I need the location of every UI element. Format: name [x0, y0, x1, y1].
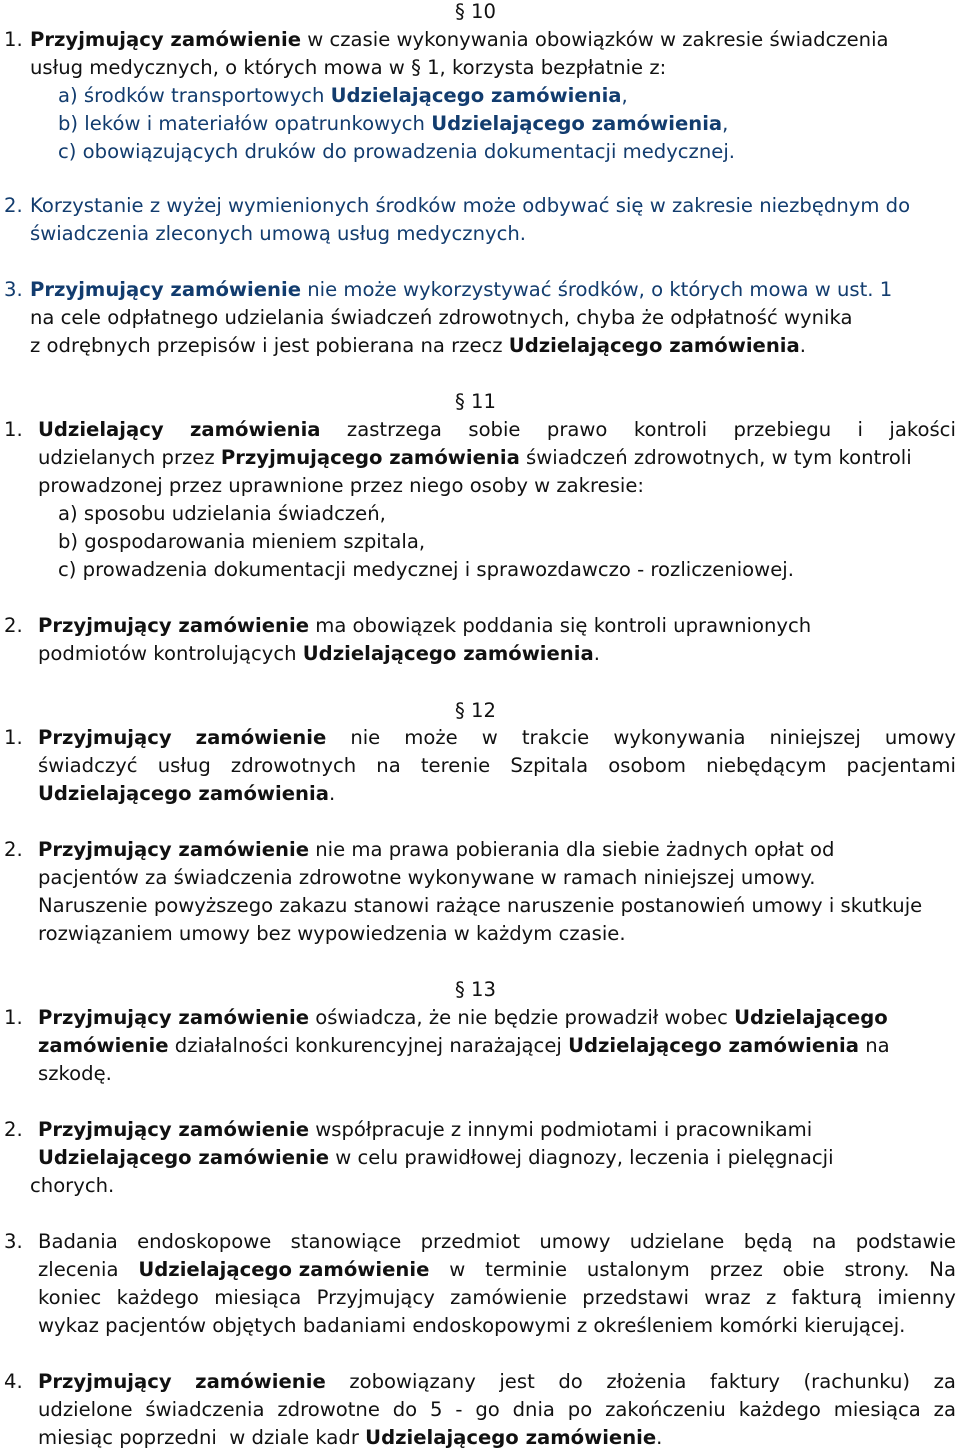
text-run: na cele odpłatnego udzielania świadczeń zdrowotnych, chyba że odpłatność wynika	[30, 306, 853, 329]
paragraph-line	[38, 1116, 812, 1144]
text-run: miesiąc poprzedni w dziale kadr	[38, 1426, 366, 1449]
bold-term: Przyjmujący	[38, 1370, 172, 1393]
text-run: c) prowadzenia dokumentacji medycznej i sprawozdawczo - rozliczeniowej.	[58, 558, 794, 581]
paragraph-line-justified	[38, 416, 956, 444]
text-run: Korzystanie z wyżej wymienionych środków może odbywać się w zakresie niezbędnym do	[30, 194, 911, 217]
paragraph-line-justified	[38, 1368, 956, 1396]
text-run: wykaz pacjentów objętych badaniami endoskopowymi z określeniem komórki kierującej.	[38, 1314, 906, 1337]
text-run: sobie	[468, 418, 521, 441]
list-item-b	[58, 110, 728, 138]
text-run: każdego	[116, 1286, 199, 1309]
paragraph-line-justified	[38, 1228, 956, 1256]
paragraph-line	[38, 472, 644, 500]
text-run: szkodę.	[38, 1062, 112, 1085]
bold-term: Udzielającego zamówienie	[38, 1146, 329, 1169]
text-run: podstawie	[855, 1230, 956, 1253]
text-run: współpracuje z innymi podmiotami i pracownikami	[309, 1118, 813, 1141]
text-run: a) sposobu udzielania świadczeń,	[58, 502, 386, 525]
text-run: zdrowotne	[277, 1398, 380, 1421]
text-run: nie	[350, 726, 381, 749]
text-run: b) leków i materiałów opatrunkowych	[58, 112, 432, 135]
bold-term: zamówienie	[38, 1034, 169, 1057]
text-run: a) środków transportowych	[58, 84, 331, 107]
text-run: umowy	[884, 726, 956, 749]
text-run: Szpitala	[510, 754, 589, 777]
bold-term: Udzielającego zamówienia	[568, 1034, 859, 1057]
text-run: ustalonym	[586, 1258, 690, 1281]
text-run: pacjentów za świadczenia zdrowotne wykonywane w ramach niniejszej umowy.	[38, 866, 816, 889]
text-run: Przyjmujący	[316, 1286, 435, 1309]
text-run: terenie	[420, 754, 491, 777]
item-number: 3.	[4, 278, 23, 301]
text-run: trakcie	[521, 726, 590, 749]
text-run: w	[449, 1258, 466, 1281]
text-run: c) obowiązujących druków do prowadzenia dokumentacji medycznej.	[58, 140, 735, 163]
text-run: endoskopowe	[137, 1230, 272, 1253]
bold-term: Przyjmujący zamówienie	[38, 1006, 309, 1029]
paragraph-line-justified	[38, 1396, 956, 1424]
list-item-a	[58, 82, 628, 110]
bold-term: Udzielającego zamówienia	[431, 112, 723, 135]
item-number: 2.	[4, 1118, 23, 1141]
paragraph-line-justified	[38, 1284, 956, 1312]
section-heading-10: § 10	[455, 0, 496, 23]
text-run: umowy	[539, 1230, 611, 1253]
paragraph-line	[38, 1312, 905, 1340]
text-run: działalności konkurencyjnej narażającej	[168, 1034, 569, 1057]
text-run: faktury	[709, 1370, 780, 1393]
section-heading-13: § 13	[455, 978, 496, 1001]
text-run: usług medycznych, o których mowa w § 1, korzysta bezpłatnie z:	[30, 56, 667, 79]
text-run: świadczeń zdrowotnych, w tym kontroli	[519, 446, 912, 469]
paragraph-line	[30, 220, 526, 248]
paragraph-line	[30, 192, 910, 220]
bold-term: Udzielającego zamówienia	[330, 84, 622, 107]
paragraph-line	[38, 1060, 112, 1088]
list-item-b	[58, 528, 425, 556]
paragraph-line	[30, 26, 889, 54]
text-run: miesiąca	[214, 1286, 302, 1309]
text-run: niebędącym	[706, 754, 827, 777]
text-run: w celu prawidłowej diagnozy, leczenia i pielęgnacji	[329, 1146, 834, 1169]
item-number: 2.	[4, 838, 23, 861]
paragraph-line	[38, 780, 335, 808]
text-run: b) gospodarowania mieniem szpitala,	[58, 530, 426, 553]
text-run: kontroli	[633, 418, 708, 441]
text-run: świadczyć	[38, 754, 138, 777]
item-number: 1.	[4, 418, 23, 441]
text-run: usług	[157, 754, 211, 777]
text-run: terminie	[485, 1258, 568, 1281]
paragraph-line	[38, 836, 834, 864]
text-run: każdego	[738, 1398, 821, 1421]
text-run: do	[558, 1370, 583, 1393]
text-run: zastrzega	[346, 418, 442, 441]
paragraph-line	[38, 1004, 888, 1032]
text-run: jest	[499, 1370, 535, 1393]
text-run: nie może wykorzystywać środków, o których mowa w ust. 1	[301, 278, 893, 301]
bold-term: Przyjmującego zamówienia	[220, 446, 520, 469]
text-run: dnia	[512, 1398, 555, 1421]
text-run: wraz	[704, 1286, 751, 1309]
bold-term: Udzielającego zamówienia	[302, 642, 594, 665]
bold-term: Udzielającego zamówienie	[365, 1426, 657, 1449]
bold-term: Przyjmujący	[38, 726, 172, 749]
paragraph-line-justified	[38, 752, 956, 780]
paragraph-line	[30, 304, 852, 332]
paragraph-line	[30, 332, 806, 360]
paragraph-line	[30, 54, 666, 82]
text-run: zakończeniu	[605, 1398, 726, 1421]
text-run: Naruszenie powyższego zakazu stanowi rażące naruszenie postanowień umowy i skutkuje	[38, 894, 923, 917]
bold-term: zamówienie	[195, 726, 327, 749]
text-run: imienny	[877, 1286, 956, 1309]
text-run: zdrowotnych	[230, 754, 357, 777]
text-run: prawo	[546, 418, 608, 441]
paragraph-line	[30, 1172, 114, 1200]
text-run: .	[593, 642, 600, 665]
text-run: do	[392, 1398, 418, 1421]
text-run: pacjentami	[846, 754, 956, 777]
text-run: na	[811, 1230, 837, 1253]
text-run: udzielone	[38, 1398, 133, 1421]
text-run: Na	[929, 1258, 956, 1281]
text-run: miesiąca	[833, 1398, 921, 1421]
text-run: w	[481, 726, 498, 749]
list-item-a	[58, 500, 386, 528]
text-run: chorych.	[30, 1174, 115, 1197]
bold-term: Przyjmujący zamówienie	[38, 1118, 309, 1141]
text-run: ma obowiązek poddania się kontroli uprawnionych	[309, 614, 812, 637]
text-run: Badania	[38, 1230, 118, 1253]
item-number: 2.	[4, 614, 23, 637]
bold-term: Udzielającego zamówienia	[38, 782, 329, 805]
text-run: i	[857, 418, 863, 441]
paragraph-line	[38, 612, 811, 640]
text-run: oświadcza, że nie będzie prowadził wobec	[309, 1006, 735, 1029]
text-run: go	[475, 1398, 500, 1421]
text-run: na	[376, 754, 401, 777]
text-run: świadczenia	[145, 1398, 265, 1421]
text-run: stanowiące	[290, 1230, 402, 1253]
text-run: zlecenia	[38, 1258, 119, 1281]
text-run: może	[404, 726, 458, 749]
text-run: (rachunku)	[803, 1370, 911, 1393]
paragraph-line	[38, 1032, 890, 1060]
text-run: koniec	[38, 1286, 102, 1309]
paragraph-line	[38, 1424, 662, 1452]
text-run: podmiotów kontrolujących	[38, 642, 303, 665]
text-run: przedstawi	[582, 1286, 689, 1309]
text-run: 5	[430, 1398, 443, 1421]
text-run: w czasie wykonywania obowiązków w zakresie świadczenia	[301, 28, 889, 51]
text-run: z	[766, 1286, 777, 1309]
text-run: przebiegu	[733, 418, 832, 441]
text-run: jakości	[889, 418, 956, 441]
bold-term: zamówienia	[190, 418, 321, 441]
bold-term: Przyjmujący zamówienie	[30, 28, 301, 51]
paragraph-line	[30, 276, 892, 304]
text-run: zamówienie	[450, 1286, 567, 1309]
text-run: prowadzonej przez uprawnione przez niego osoby w zakresie:	[38, 474, 645, 497]
text-run: przedmiot	[420, 1230, 521, 1253]
text-run: -	[455, 1398, 463, 1421]
bold-term: Udzielającego	[734, 1006, 888, 1029]
item-number: 3.	[4, 1230, 23, 1253]
bold-term: zamówienie	[195, 1370, 326, 1393]
paragraph-line	[38, 864, 815, 892]
list-item-c	[58, 556, 794, 584]
text-run: strony.	[844, 1258, 910, 1281]
item-number: 1.	[4, 28, 23, 51]
text-run: z odrębnych przepisów i jest pobierana na rzecz	[30, 334, 509, 357]
item-number: 1.	[4, 726, 23, 749]
text-run: rozwiązaniem umowy bez wypowiedzenia w każdym czasie.	[38, 922, 626, 945]
bold-term: Przyjmujący zamówienie	[38, 838, 309, 861]
text-run: wykonywania	[613, 726, 746, 749]
text-run: .	[656, 1426, 663, 1449]
text-run: niniejszej	[769, 726, 861, 749]
paragraph-line-justified	[38, 724, 956, 752]
text-run: fakturą	[791, 1286, 863, 1309]
text-run: świadczenia zleconych umową usług medycznych.	[30, 222, 527, 245]
text-run: obie	[782, 1258, 825, 1281]
item-number: 1.	[4, 1006, 23, 1029]
section-heading-11: § 11	[455, 390, 496, 413]
paragraph-line	[38, 640, 600, 668]
text-run: .	[328, 782, 336, 805]
text-run: przez	[709, 1258, 763, 1281]
text-run: osobom	[608, 754, 686, 777]
list-item-c	[58, 138, 735, 166]
paragraph-line	[38, 1144, 834, 1172]
text-run: .	[799, 334, 806, 357]
text-run: za	[933, 1370, 956, 1393]
text-run: ,	[722, 112, 729, 135]
text-run: udzielanych przez	[38, 446, 221, 469]
text-run: nie ma prawa pobierania dla siebie żadnych opłat od	[309, 838, 835, 861]
bold-term: Udzielający	[38, 418, 164, 441]
text-run: będą	[743, 1230, 793, 1253]
text-run: udzielane	[629, 1230, 725, 1253]
paragraph-line	[38, 892, 922, 920]
item-number: 4.	[4, 1370, 23, 1393]
bold-term: Udzielającego zamówienie	[138, 1258, 430, 1281]
text-run: na	[859, 1034, 890, 1057]
paragraph-line	[38, 920, 626, 948]
paragraph-line-justified	[38, 1256, 956, 1284]
text-run: po	[567, 1398, 593, 1421]
section-heading-12: § 12	[455, 699, 496, 722]
text-run: zobowiązany	[349, 1370, 476, 1393]
bold-term: Przyjmujący zamówienie	[38, 614, 309, 637]
text-run: złożenia	[606, 1370, 687, 1393]
bold-term: Udzielającego zamówienia	[508, 334, 800, 357]
text-run: ,	[621, 84, 628, 107]
paragraph-line	[38, 444, 912, 472]
bold-term: Przyjmujący zamówienie	[30, 278, 301, 301]
item-number: 2.	[4, 194, 23, 217]
text-run: za	[933, 1398, 956, 1421]
